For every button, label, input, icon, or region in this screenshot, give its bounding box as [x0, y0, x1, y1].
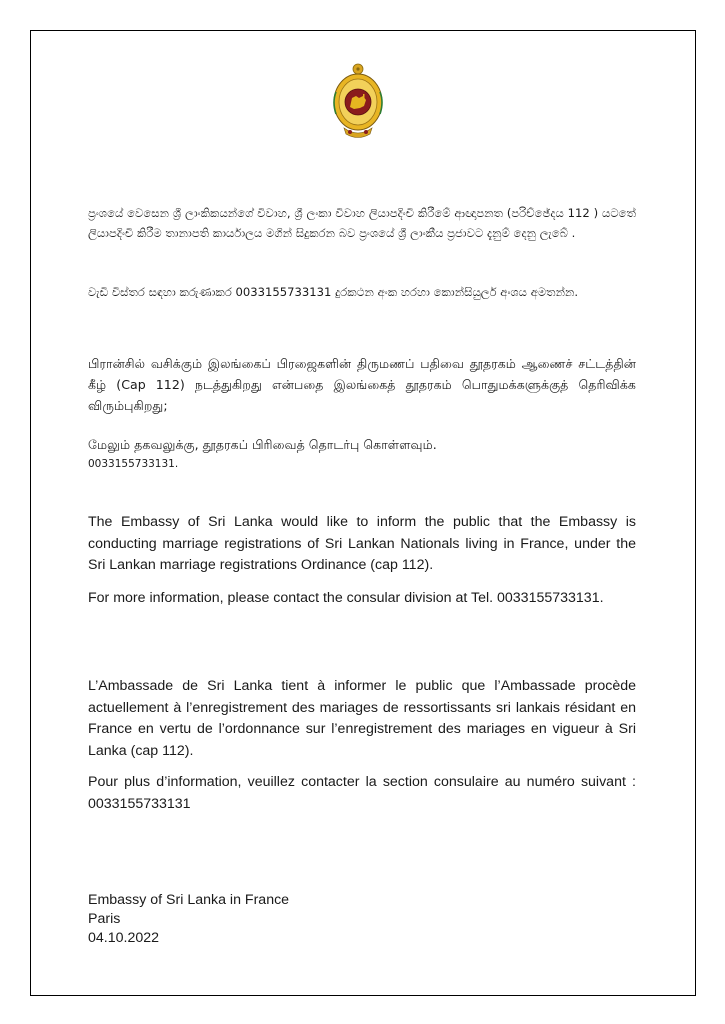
tamil-paragraph-2-text: மேலும் தகவலுக்கு, தூதரகப் பிரிவைத் தொடர்பு கொள்ளவும்.: [88, 437, 437, 452]
sinhala-paragraph-2: වැඩි විස්තර සඳහා කරුණාකර 0033155733131 දුරකථන අංක හරහා කොන්සියුලර් අංශය අමතන්න.: [88, 285, 579, 299]
french-paragraph-1: L’Ambassade de Sri Lanka tient à informer le public que l’Ambassade procède actuellement à l’enregistrement des mariages de ressortissants sri lankais résidant en France en vertu de l’ordonnance sur l’enregistrement des mariages en vigueur à Sri Lanka (cap 112).: [88, 678, 636, 759]
signature-date: 04.10.2022: [88, 930, 160, 946]
signature-city: Paris: [88, 911, 121, 927]
tamil-phone-number: 0033155733131.: [88, 458, 179, 470]
sri-lanka-emblem-icon: [330, 62, 386, 142]
french-paragraph-2: Pour plus d’information, veuillez contacter la section consulaire au numéro suivant : 0033155733131: [88, 774, 636, 812]
signature-block: [88, 891, 289, 948]
tamil-paragraph-1: பிரான்சில் வசிக்கும் இலங்கைப் பிரஜைகளின் திருமணப் பதிவை தூதரகம் ஆணைச் சட்டத்தின் கீழ் (Cap 112) நடத்துகிறது என்பதை இலங்கைத் தூதரகம் பொதுமக்களுக்குத் தெரிவிக்க விரும்புகிறது;: [88, 356, 636, 413]
signature-organization: Embassy of Sri Lanka in France: [88, 892, 290, 908]
sinhala-paragraph-1: ප්‍රංශයේ වෙසෙන ශ්‍රී ලාංකිකයන්ගේ විවාහ, ශ්‍රී ලංකා විවාහ ලියාපදිංචි කිරීමේ ආඥාපනත (පරිච්ඡේදය 112 ) යටතේ ලියාපදිංචි කිරීම තානාපති කාර්යාලය මගින් සිදුකරන බව ප්‍රංශයේ ශ්‍රී ලාංකීය ප්‍රජාවට දැනුම් දෙනු ලැබේ .: [88, 206, 636, 240]
english-paragraph-1: The Embassy of Sri Lanka would like to inform the public that the Embassy is conducting marriage registrations of Sri Lankan Nationals living in France, under the Sri Lankan marriage registrations Ordinance (cap 112).: [88, 514, 636, 573]
tamil-paragraph-2: [88, 434, 636, 473]
english-paragraph-2: For more information, please contact the consular division at Tel. 0033155733131.: [88, 590, 604, 606]
